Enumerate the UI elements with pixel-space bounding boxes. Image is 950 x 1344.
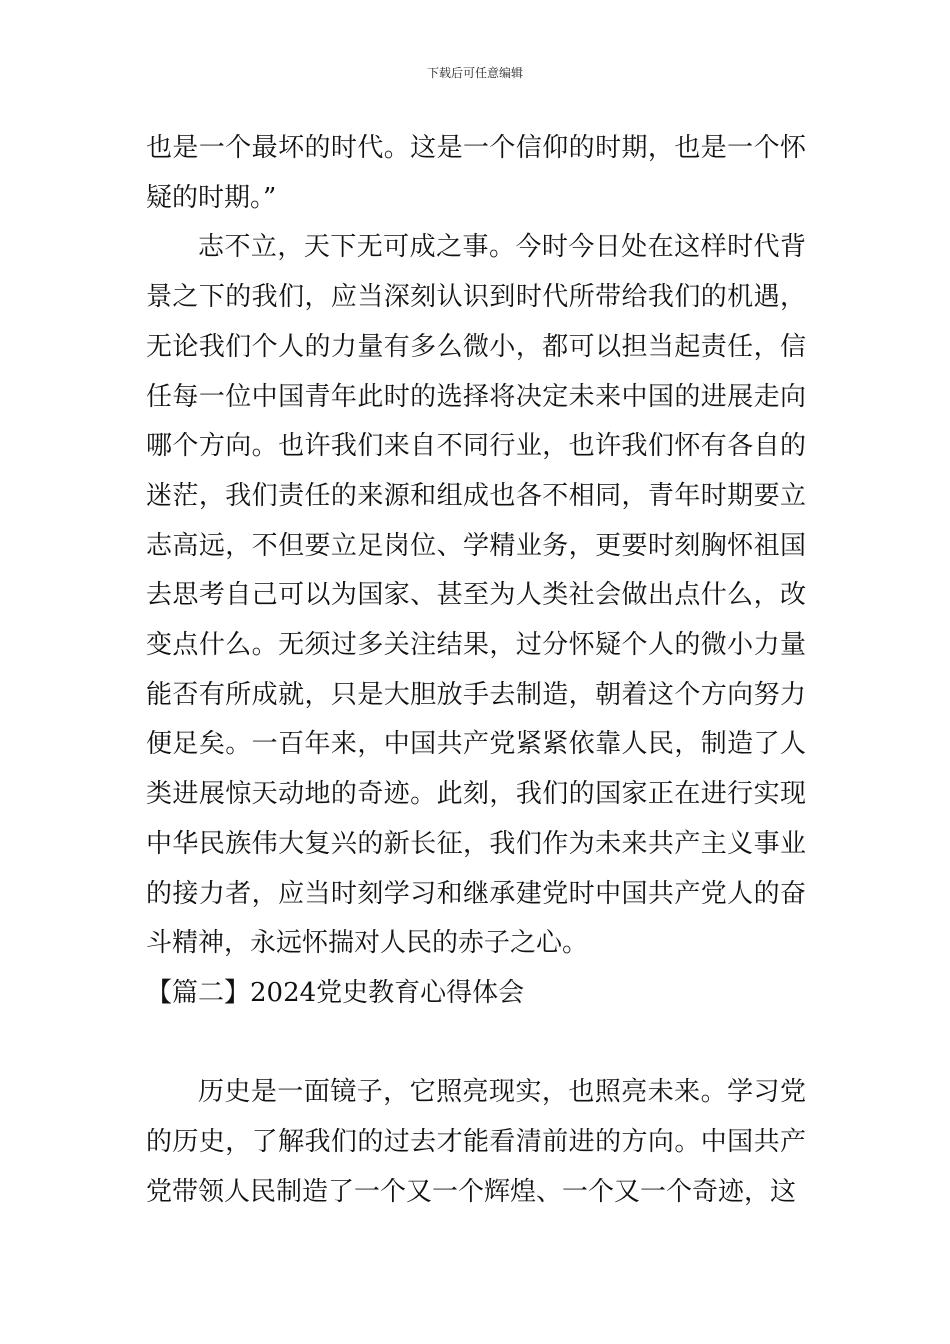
paragraph-continuation: 也是一个最坏的时代。这是一个信仰的时期，也是一个怀疑的时期。” bbox=[146, 133, 806, 213]
blank-line bbox=[146, 1019, 806, 1069]
paragraph-ambition: 志不立，天下无可成之事。今时今日处在这样时代背景之下的我们，应当深刻认识到时代所带给我们的机遇，无论我们个人的力量有多么微小，都可以担当起责任，信任每一位中国青年此时的选择将决定未来中国的进展走向哪个方向。也许我们来自不同行业，也许我们怀有各自的迷茫，我们责任的来源和组成也各不相同，青年时期要立志高远，不但要立足岗位、学精业务，更要时刻胸怀祖国去思考自己可以为国家、甚至为人类社会做出点什么，改变点什么。无须过多关注结果，过分怀疑个人的微小力量能否有所成就，只是大胆放手去制造，朝着这个方向努力便足矣。一百年来，中国共产党紧紧依靠人民，制造了人类进展惊天动地的奇迹。此刻，我们的国家正在进行实现中华民族伟大复兴的新长征，我们作为未来共产主义事业的接力者，应当时刻学习和继承建党时中国共产党人的奋斗精神，永远怀揣对人民的赤子之心。 bbox=[146, 232, 806, 959]
section-title: 【篇二】2024党史教育心得体会 bbox=[146, 977, 525, 1008]
document-body bbox=[146, 124, 806, 1217]
page-header: 下载后可任意编辑 bbox=[426, 66, 523, 80]
paragraph-history: 历史是一面镜子，它照亮现实，也照亮未来。学习党的历史，了解我们的过去才能看清前进的方向。中国共产党带领人民制造了一个又一个辉煌、一个又一个奇迹，这 bbox=[146, 1077, 806, 1207]
